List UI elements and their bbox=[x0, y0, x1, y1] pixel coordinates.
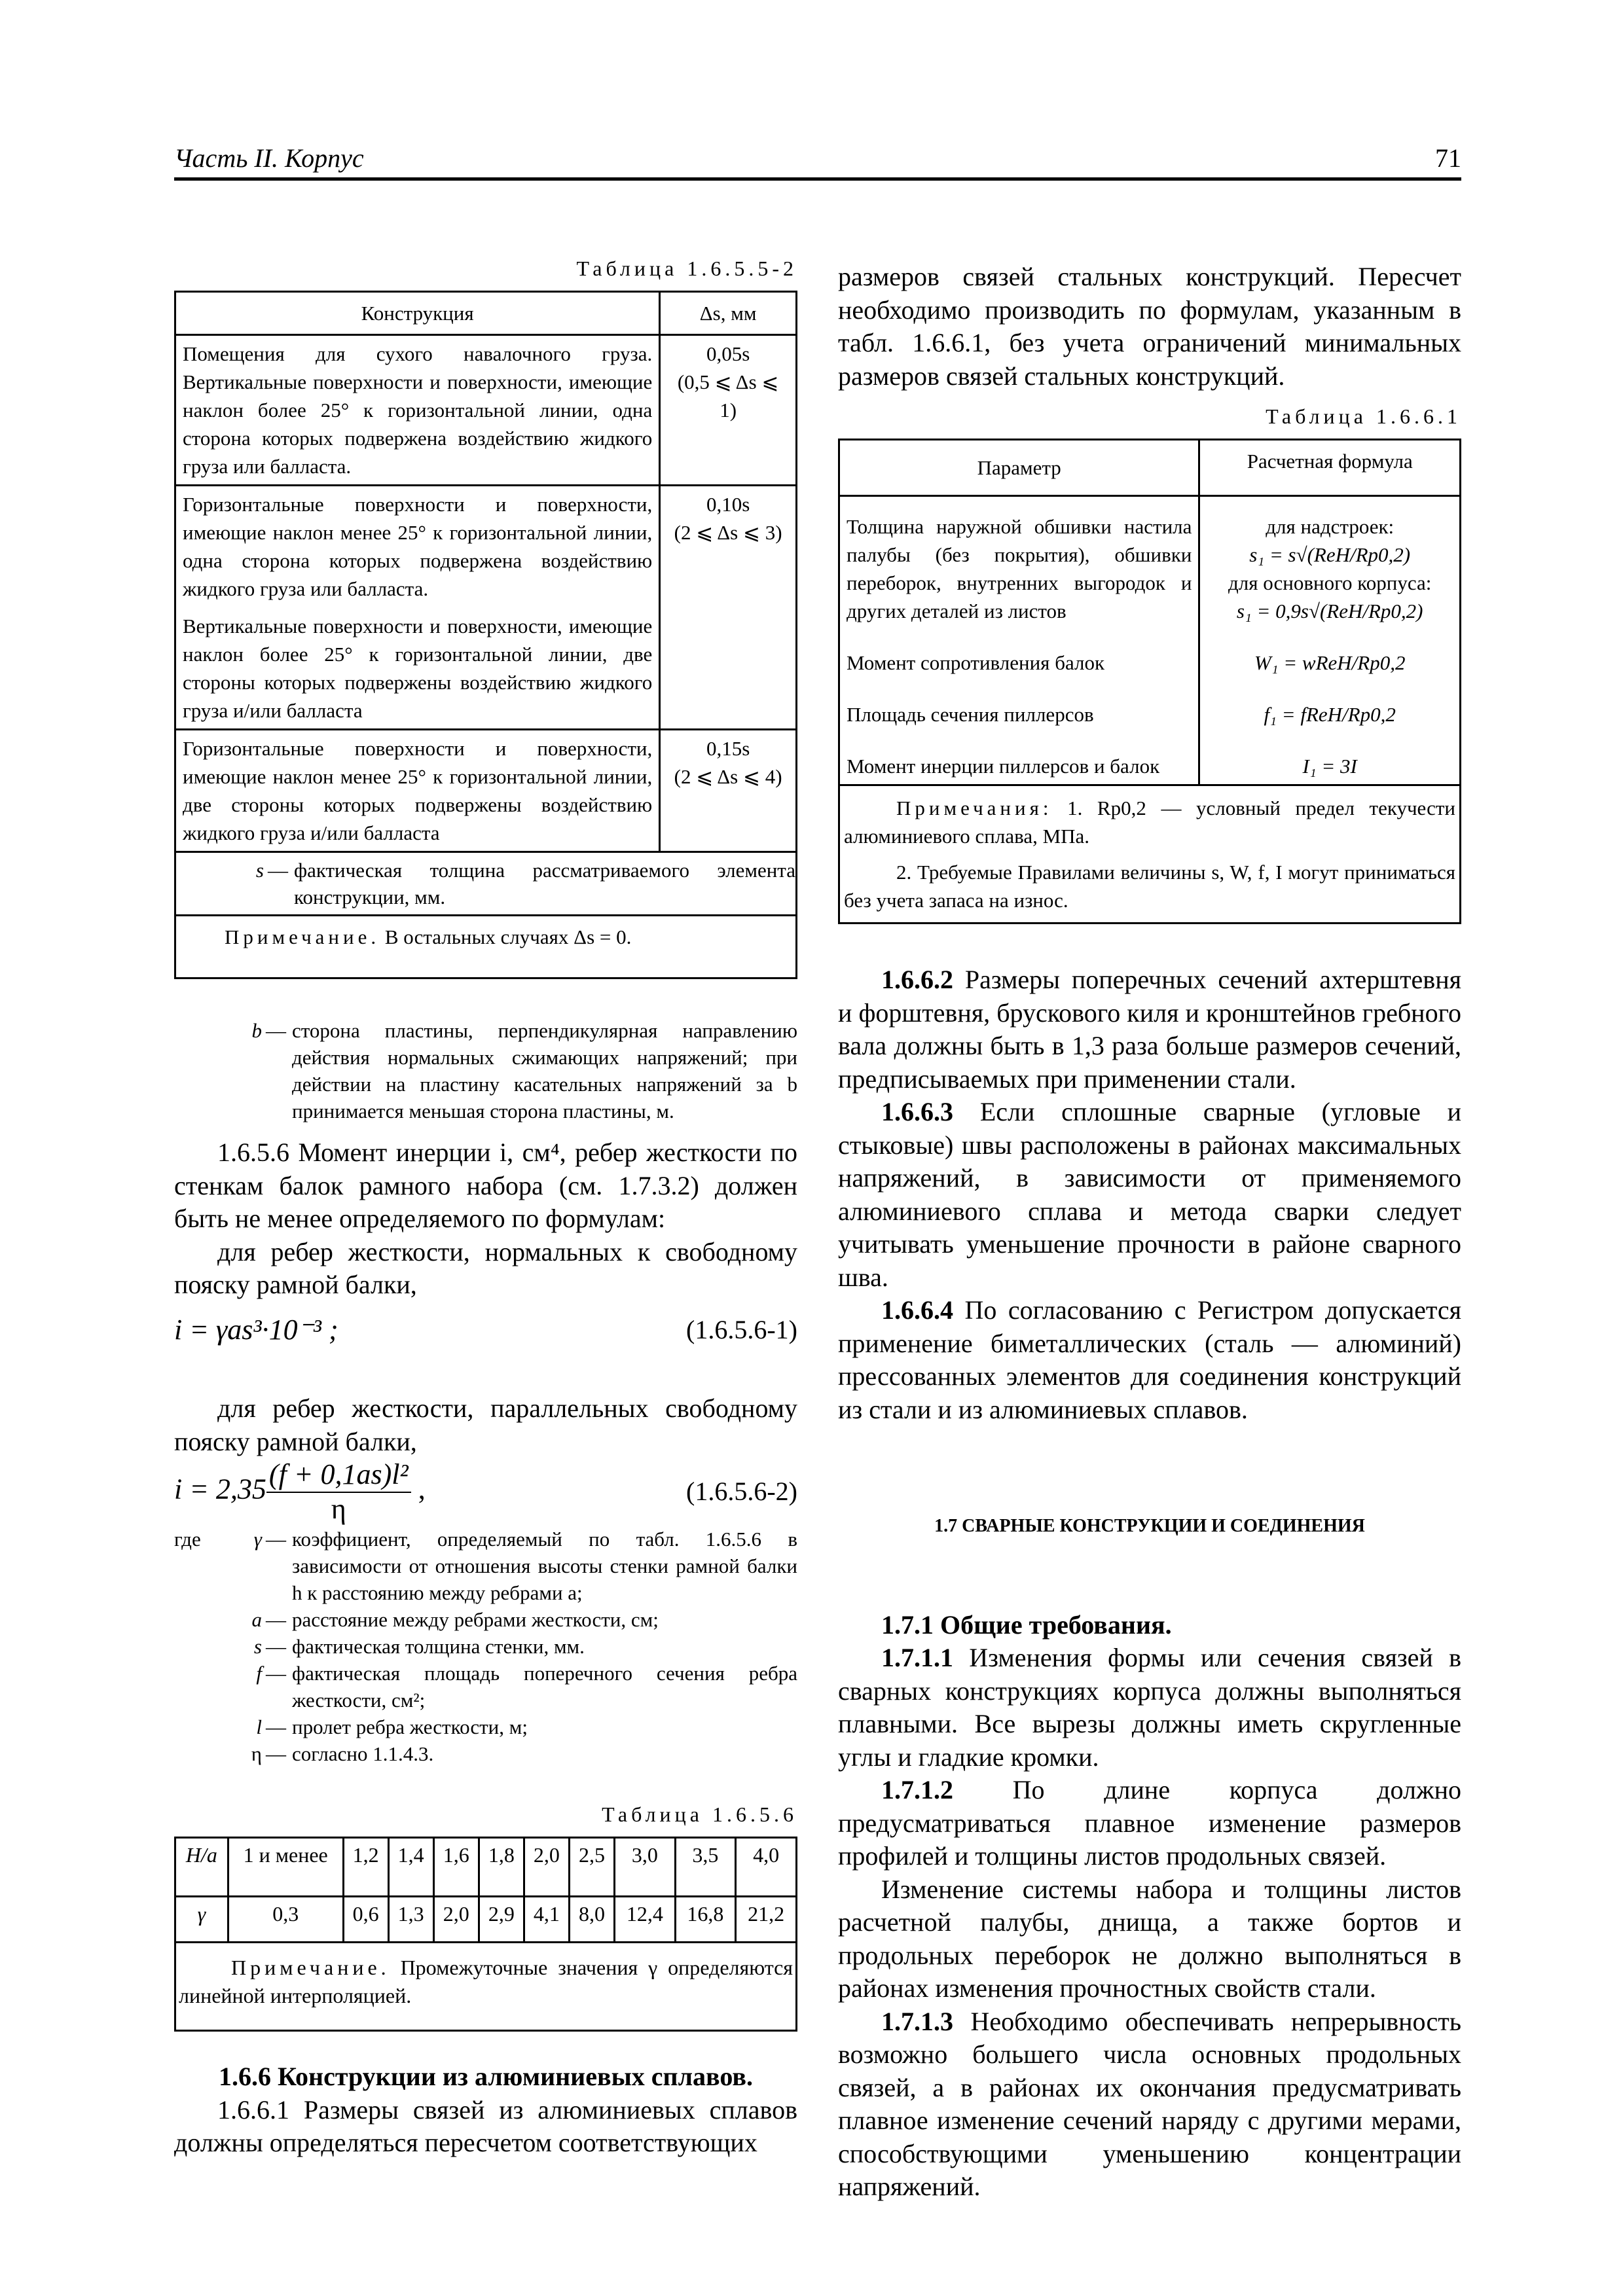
table-1-6-5-5-2: Конструкция Δs, мм Помещения для сухого навалочного груза. Вертикальные поверхности и поверхности, имеющие наклон более 25° к горизонтальной линии, одна сторона которых подвержена воздействию жидкого груза или балласта. 0,05s (0,5 ⩽ Δs ⩽ 1) Горизонтальные поверхности и поверхности, имеющие наклон менее 25° к горизонтальной линии, одна сторона которых подвержена воздействию жидкого груза или балласта. Вертикальные поверхности и поверхности, имеющие наклон более 25° к горизонтальной линии, две стороны которых подвержены воздействию жидкого груза и/или балласта 0,10s (2 ⩽ Δs ⩽ 3) Горизонтальные поверхности и поверхности, имеющие наклон менее 25° к горизонтальной линии, две стороны которых подвержены воздействию жидкого груза и/или балласта 0,15s (2 ⩽ Δs ⩽ 4) s — фактическая толщина рассматриваемого элемента конструкции, мм. Примечание. В остальных случаях Δs = 0. bbox=[174, 291, 797, 979]
col-header: Конструкция bbox=[175, 292, 660, 335]
table-cell: 1,4 bbox=[388, 1838, 433, 1897]
paragraph-1-7-1-2: 1.7.1.2 По длине корпуса должно предусматриваться плавное изменение размеров профилей и толщины листов продольных связей. bbox=[838, 1775, 1461, 1871]
table-caption: Таблица 1.6.5.5-2 bbox=[576, 257, 797, 280]
equation-2: i = 2,35 $\frac{\text{(f + 0,1as)l²}}{\eta}$ , (1.6.5.6-2) bbox=[174, 1458, 797, 1525]
table-cell: 1,8 bbox=[479, 1838, 524, 1897]
col-header: Δs, мм bbox=[660, 292, 797, 335]
table-cell: 4,1 bbox=[524, 1897, 569, 1943]
table-caption: Таблица 1.6.5.6 bbox=[602, 1803, 797, 1826]
table-caption: Таблица 1.6.6.1 bbox=[1266, 404, 1461, 428]
table-cell: 2,9 bbox=[479, 1897, 524, 1943]
table-row: Момент сопротивления балок W₁ = wReH/Rp0,2 bbox=[839, 629, 1461, 681]
table-cell: 3,5 bbox=[675, 1838, 736, 1897]
table-cell: 1 и менее bbox=[228, 1838, 343, 1897]
table-row bbox=[175, 1897, 797, 1943]
table-cell: 0,3 bbox=[228, 1897, 343, 1943]
left-column bbox=[174, 254, 797, 2160]
paragraph: для ребер жесткости, параллельных свободному пояску рамной балки, bbox=[174, 1393, 797, 1456]
table-1-6-6-1: Параметр Расчетная формула Толщина наружной обшивки настила палубы (без покрытия), обшивки переборок, внутренних выгородок и других деталей из листов для надстроек: s₁ = s√(ReH/Rp0,2) для основного корпуса: s₁ = 0,9s√(ReH/Rp0,2) Момент сопротивления балок W₁ = wReH/Rp0,2 Площадь сечения пиллерсов f₁ = fReH/Rp0,2 Момент инерции пиллерсов и балок I₁ = 3I Примечания: 1. Rp0,2 — условный предел текучести алюминиевого сплава, МПа. 2. Требуемые Правилами величины s, W, f, I могут приниматься без учета запаса на износ. bbox=[838, 439, 1461, 924]
table-cell: 8,0 bbox=[569, 1897, 614, 1943]
table-row: Момент инерции пиллерсов и балок I₁ = 3I bbox=[839, 732, 1461, 785]
page-header bbox=[174, 143, 1461, 181]
table-cell: 4,0 bbox=[736, 1838, 797, 1897]
paragraph-1-7-1-3: 1.7.1.3 Необходимо обеспечивать непрерывность возможно большего числа основных продольных связей, а в районах их окончания предусматривать плавное изменение сечений наряду с другими мерами, способствующими уменьшению концентрации напряжений. bbox=[838, 2006, 1461, 2201]
page-number: 71 bbox=[1435, 143, 1461, 173]
definition-b: b — сторона пластины, перпендикулярная направлению действия нормальных сжимающих напряжений; при действии на пластину касательных напряжений за b принимается меньшая сторона пластины, м. bbox=[251, 1019, 797, 1122]
section-heading: 1.7 СВАРНЫЕ КОНСТРУКЦИИ И СОЕДИНЕНИЯ bbox=[934, 1516, 1365, 1536]
table-row: Площадь сечения пиллерсов f₁ = fReH/Rp0,2 bbox=[839, 681, 1461, 732]
table-cell: 1,3 bbox=[388, 1897, 433, 1943]
paragraph-1-6-6-1: 1.6.6.1 Размеры связей из алюминиевых сплавов должны определяться пересчетом соответствующих bbox=[174, 2094, 797, 2157]
table-row: Помещения для сухого навалочного груза. Вертикальные поверхности и поверхности, имеющие наклон более 25° к горизонтальной линии, одна сторона которых подвержена воздействию жидкого груза или балласта. 0,05s (0,5 ⩽ Δs ⩽ 1) bbox=[175, 335, 797, 486]
table-cell: 21,2 bbox=[736, 1897, 797, 1943]
table-cell: H/a bbox=[175, 1838, 228, 1897]
table-cell: 2,0 bbox=[433, 1897, 479, 1943]
running-title: Часть II. Корпус bbox=[174, 143, 364, 173]
section-heading: 1.6.6 Конструкции из алюминиевых сплавов. bbox=[219, 2062, 753, 2091]
table-cell: 3,0 bbox=[615, 1838, 676, 1897]
equation-1: i = γas³·10⁻³ ; (1.6.5.6-1) bbox=[174, 1313, 797, 1346]
table-1-6-5-6: H/a 1 и менее 1,2 1,4 1,6 1,8 2,0 2,5 3,0 3,5 4,0 γ 0,3 0,6 1,3 2,0 2,9 4,1 8,0 12,4 16,8 21,2 Примечание. Промежуточные значения γ определяются линейной интерполяцией. bbox=[174, 1837, 797, 2032]
right-column bbox=[838, 260, 1461, 2204]
table-row: Горизонтальные поверхности и поверхности, имеющие наклон менее 25° к горизонтальной линии, одна сторона которых подвержена воздействию жидкого груза или балласта. Вертикальные поверхности и поверхности, имеющие наклон более 25° к горизонтальной линии, две стороны которых подвержены воздействию жидкого груза и/или балласта 0,10s (2 ⩽ Δs ⩽ 3) bbox=[175, 486, 797, 730]
table-cell: 1,2 bbox=[343, 1838, 388, 1897]
table-row: Горизонтальные поверхности и поверхности, имеющие наклон менее 25° к горизонтальной линии, две стороны которых подвержены воздействию жидкого груза и/или балласта 0,15s (2 ⩽ Δs ⩽ 4) bbox=[175, 730, 797, 852]
table-cell: 12,4 bbox=[615, 1897, 676, 1943]
paragraph: Изменение системы набора и толщины листов расчетной палубы, днища, а также бортов и продольных переборок не должно выполняться в районах изменения прочностных свойств стали. bbox=[838, 1874, 1461, 2003]
paragraph-1-6-5-6: 1.6.5.6 Момент инерции i, см⁴, ребер жесткости по стенкам балок рамного набора (см. 1.7.3.2) должен быть не менее определяемого по формулам: bbox=[174, 1138, 798, 1233]
table-row: Толщина наружной обшивки настила палубы (без покрытия), обшивки переборок, внутренних выгородок и других деталей из листов для надстроек: s₁ = s√(ReH/Rp0,2) для основного корпуса: s₁ = 0,9s√(ReH/Rp0,2) bbox=[839, 496, 1461, 630]
subsection-heading: 1.7.1 Общие требования. bbox=[881, 1609, 1172, 1640]
paragraph: для ребер жесткости, нормальных к свободному пояску рамной балки, bbox=[174, 1236, 797, 1299]
table-cell: 2,0 bbox=[524, 1838, 569, 1897]
paragraph-1-6-6-2: 1.6.6.2 Размеры поперечных сечений ахтерштевня и форштевня, брускового киля и кронштейнов гребного вала должны быть в 1,3 раза больше размеров сечений, предписываемых при применении стали. bbox=[838, 965, 1461, 1094]
paragraph-1-6-6-3: 1.6.6.3 Если сплошные сварные (угловые и стыковые) швы расположены в районах максимальных напряжений, в зависимости от применяемого алюминиевого сплава и метода сварки следует учитывать уменьшение прочности в районе сварного шва. bbox=[838, 1097, 1462, 1292]
table-cell: γ bbox=[175, 1897, 228, 1943]
paragraph-1-6-6-4: 1.6.6.4 По согласованию с Регистром допускается применение биметаллических (сталь — алюминий) прессованных элементов для соединения конструкций из стали и из алюминиевых сплавов. bbox=[838, 1295, 1461, 1424]
paragraph-1-7-1-1: 1.7.1.1 Изменения формы или сечения связей в сварных конструкциях корпуса должны выполняться плавными. Все вырезы должны иметь скругленные углы и гладкие кромки. bbox=[838, 1643, 1462, 1772]
table-cell: 2,5 bbox=[569, 1838, 614, 1897]
table-row bbox=[175, 1838, 797, 1897]
paragraph-continued: размеров связей стальных конструкций. Пересчет необходимо производить по формулам, указанным в табл. 1.6.6.1, без учета ограничений минимальных размеров связей стальных конструкций. bbox=[838, 262, 1461, 391]
where-list: где γ — коэффициент, определяемый по табл. 1.6.5.6 в зависимости от отношения высоты стенки рамной балки h к расстоянию между ребрами a; a — расстояние между ребрами жесткости, см; s — фактическая толщина стенки, мм. f — фактическая площадь поперечного сечения ребра жесткости, см²; l — пролет ребра жесткости, м; η — согласно 1.1.4.3. bbox=[174, 1528, 797, 1765]
table-cell: 1,6 bbox=[433, 1838, 479, 1897]
table-cell: 0,6 bbox=[343, 1897, 388, 1943]
table-cell: 16,8 bbox=[675, 1897, 736, 1943]
